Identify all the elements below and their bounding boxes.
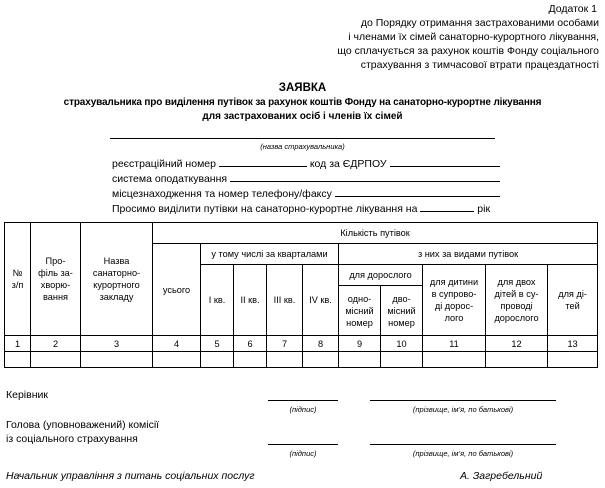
empty-cell[interactable] <box>548 352 598 368</box>
request-year-field[interactable] <box>420 200 474 212</box>
empty-cell[interactable] <box>234 352 267 368</box>
col-q1-header: І кв. <box>201 265 234 336</box>
request-suffix: рік <box>477 203 491 215</box>
commission-signature-line[interactable] <box>268 444 338 445</box>
col-index: 13 <box>548 336 598 352</box>
commission-signature-caption: (підпис) <box>289 449 317 458</box>
document-heading: ЗАЯВКА <box>278 82 327 94</box>
col-index: 3 <box>81 336 153 352</box>
footer-name: А. Загребельний <box>460 470 543 482</box>
col-adult-single-header: одно- місний номер <box>339 286 381 336</box>
head-label: Керівник <box>6 389 48 401</box>
head-signature-caption: (підпис) <box>289 405 317 414</box>
insurer-caption: (назва страхувальника) <box>260 142 345 151</box>
col-index: 8 <box>303 336 339 352</box>
reg-number-field[interactable] <box>219 155 307 167</box>
location-field[interactable] <box>335 185 500 197</box>
col-types-header: з них за видами путівок <box>339 244 598 265</box>
empty-cell[interactable] <box>153 352 201 368</box>
commission-name-line[interactable] <box>370 444 556 445</box>
col-adult-double-header: дво- місний номер <box>381 286 423 336</box>
col-q3-header: ІІІ кв. <box>267 265 303 336</box>
col-index: 7 <box>267 336 303 352</box>
table-row[interactable] <box>5 352 598 368</box>
location-row <box>112 185 500 200</box>
empty-cell[interactable] <box>486 352 548 368</box>
col-adult-header: для дорослого <box>339 265 423 286</box>
head-signature-line[interactable] <box>268 400 338 401</box>
reg-number-row <box>112 155 500 170</box>
col-index: 2 <box>31 336 81 352</box>
edrpou-field[interactable] <box>390 155 500 167</box>
col-profile-header: Про- філь за- хворю- вання <box>31 223 81 336</box>
col-quarters-header: у тому числі за кварталами <box>201 244 339 265</box>
head-name-line[interactable] <box>370 400 556 401</box>
appendix-title: Додаток 1 <box>548 3 597 15</box>
footer-position: Начальник управління з питань соціальних послуг <box>6 470 255 482</box>
empty-cell[interactable] <box>31 352 81 368</box>
empty-cell[interactable] <box>201 352 234 368</box>
appendix-line-1: до Порядку отримання застрахованими особами <box>360 17 599 29</box>
col-index: 9 <box>339 336 381 352</box>
col-index: 5 <box>201 336 234 352</box>
col-index: 4 <box>153 336 201 352</box>
commission-label-2: із соціального страхування <box>6 433 138 445</box>
col-children-header: для ді- тей <box>548 265 598 336</box>
appendix-line-3: що сплачується за рахунок коштів Фонду соціального <box>337 45 599 57</box>
request-row <box>112 200 490 215</box>
empty-cell[interactable] <box>381 352 423 368</box>
voucher-table <box>4 222 598 368</box>
head-name-caption: (прізвище, ім’я, по батькові) <box>412 405 514 414</box>
col-q4-header: IV кв. <box>303 265 339 336</box>
col-vouchers-header: Кількість путівок <box>153 223 598 244</box>
empty-cell[interactable] <box>423 352 486 368</box>
document-subtitle-1: страхувальника про виділення путівок за рахунок коштів Фонду на санаторно-курортне лікування <box>63 97 542 108</box>
col-number-header: № з/п <box>5 223 31 336</box>
col-q2-header: ІІ кв. <box>234 265 267 336</box>
document-subtitle-2: для застрахованих осіб і членів їх сімей <box>202 111 403 122</box>
col-index: 1 <box>5 336 31 352</box>
col-sanatorium-header: Назва санаторно- курортного закладу <box>81 223 153 336</box>
empty-cell[interactable] <box>5 352 31 368</box>
location-label: місцезнаходження та номер телефону/факсу <box>112 188 332 200</box>
col-index: 6 <box>234 336 267 352</box>
col-index: 10 <box>381 336 423 352</box>
empty-cell[interactable] <box>267 352 303 368</box>
request-label: Просимо виділити путівки на санаторно-курортне лікування на <box>112 203 418 215</box>
col-two-children-header: для двох дітей в су- проводі дорослого <box>486 265 548 336</box>
appendix-line-2: і членами їх сімей санаторно-курортного лікування, <box>348 31 599 43</box>
column-number-row <box>5 336 598 352</box>
edrpou-label: код за ЄДРПОУ <box>309 158 387 170</box>
commission-label-1: Голова (уповноважений) комісії <box>6 419 160 431</box>
tax-system-label: система оподаткування <box>112 173 228 185</box>
appendix-line-4: страхування з тимчасової втрати працездатності <box>360 59 599 71</box>
col-index: 11 <box>423 336 486 352</box>
col-child-escort-header: для дитини в супрово- ді дорос- лого <box>423 265 486 336</box>
empty-cell[interactable] <box>339 352 381 368</box>
tax-system-field[interactable] <box>230 170 500 182</box>
commission-name-caption: (прізвище, ім’я, по батькові) <box>412 449 514 458</box>
empty-cell[interactable] <box>81 352 153 368</box>
empty-cell[interactable] <box>303 352 339 368</box>
insurer-name-line[interactable] <box>110 138 495 139</box>
col-index: 12 <box>486 336 548 352</box>
reg-number-label: реєстраційний номер <box>112 158 216 170</box>
col-total-header: усього <box>153 244 201 336</box>
tax-system-row <box>112 170 500 185</box>
